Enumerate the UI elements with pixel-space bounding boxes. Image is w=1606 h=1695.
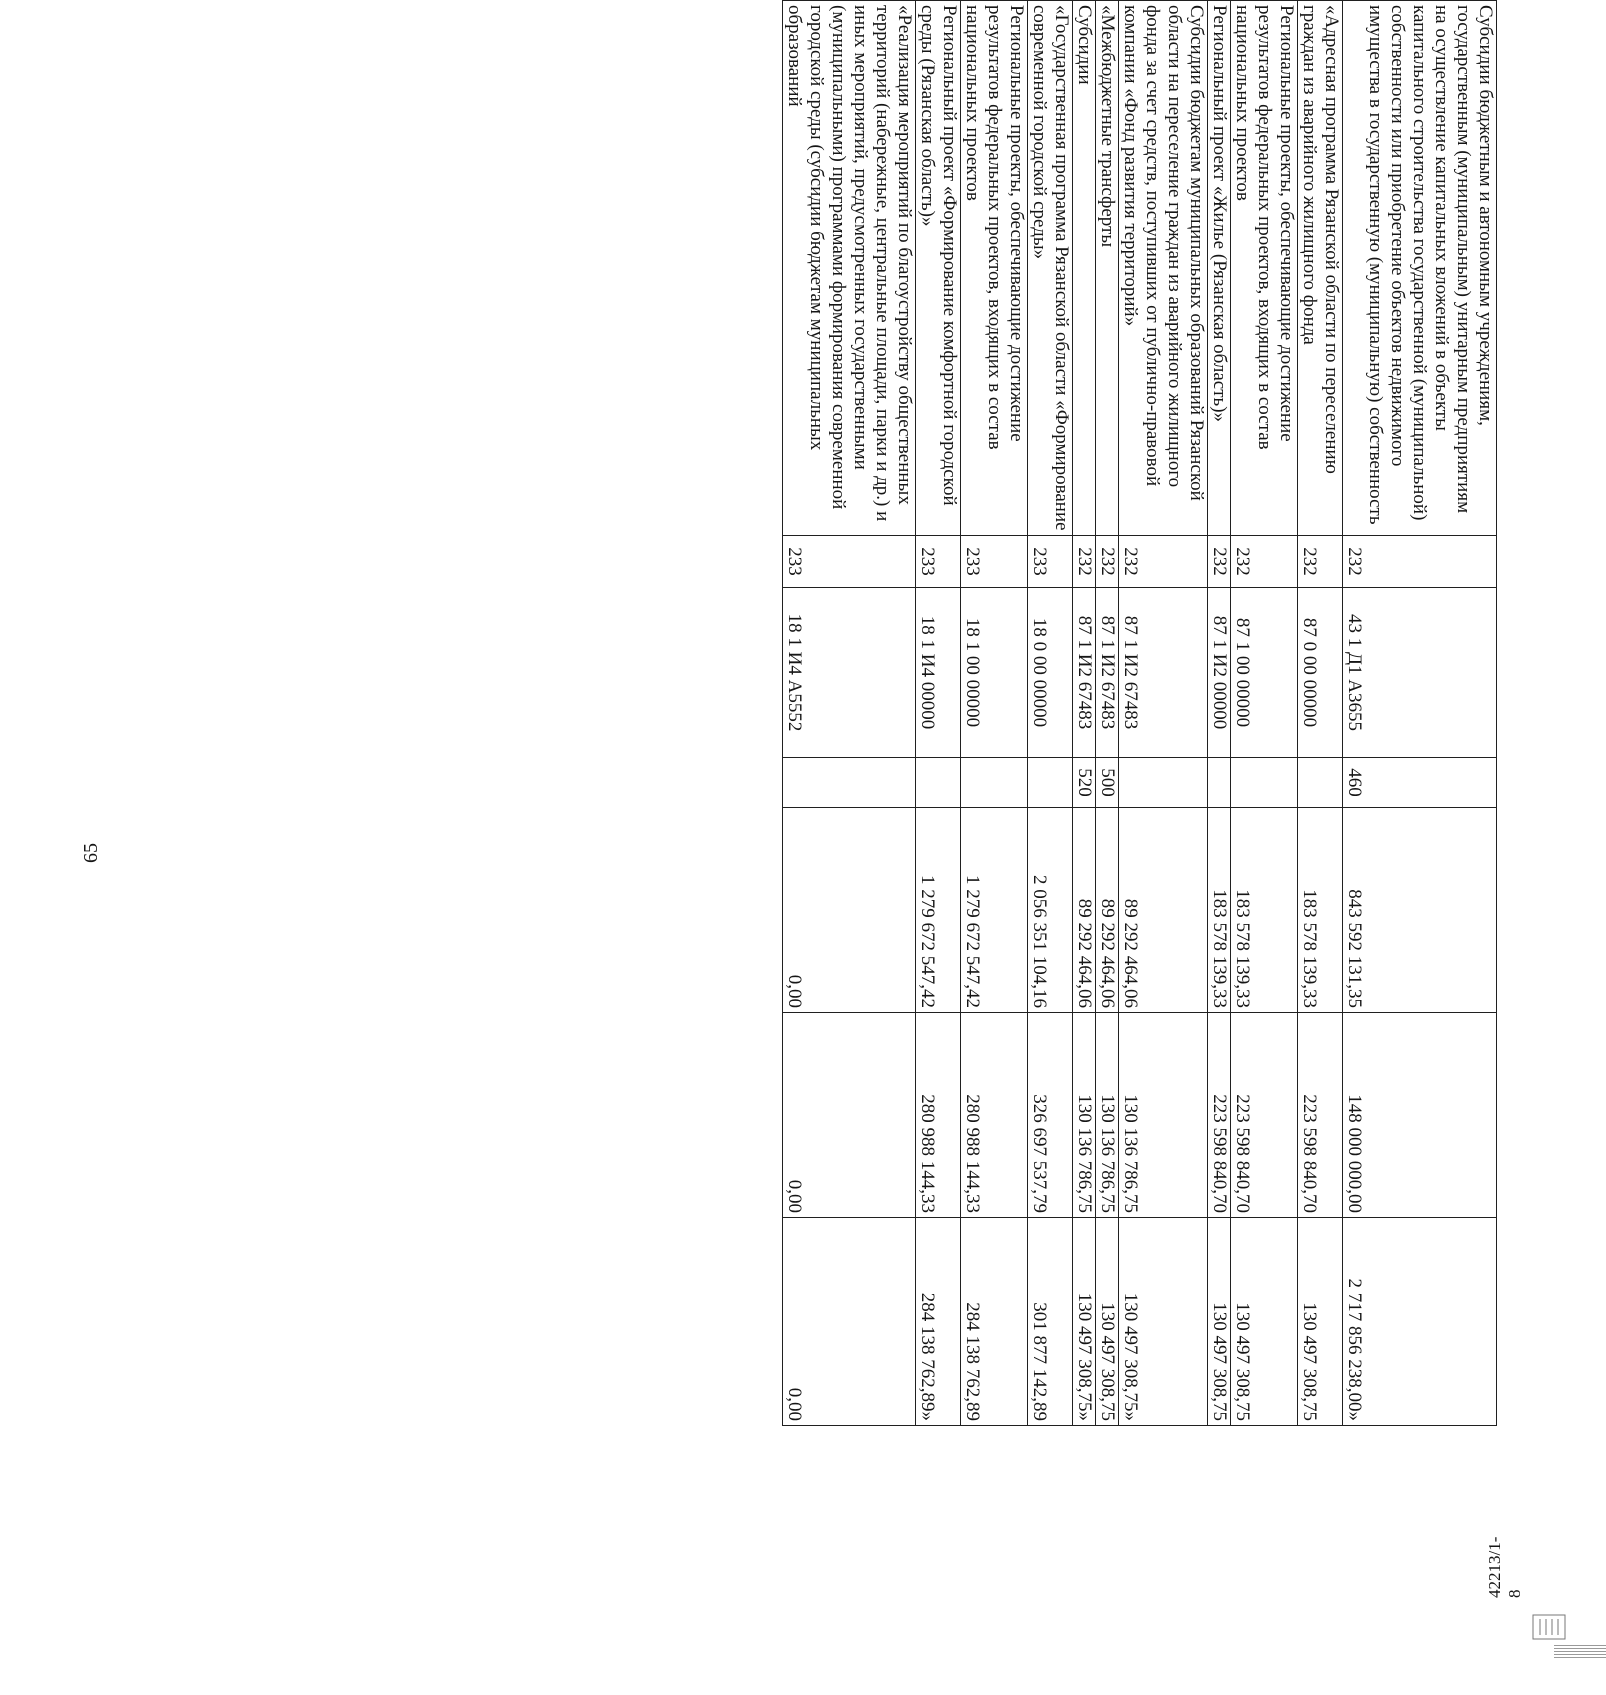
table-cell-year3: 0,00 xyxy=(783,1218,916,1426)
page-number: 65 xyxy=(80,843,102,863)
table-cell-year2: 223 598 840,70 xyxy=(1208,1013,1231,1218)
table-cell-ministry: 232 xyxy=(1119,536,1208,588)
table-cell-year2: 0,00 xyxy=(783,1013,916,1218)
budget-table-rotated xyxy=(187,0,1497,1425)
scan-edge-mark xyxy=(1554,1644,1606,1658)
table-cell-year3: 2 717 856 238,00» xyxy=(1343,1218,1497,1426)
table-cell-year1: 89 292 464,06 xyxy=(1119,808,1208,1013)
table-cell-ministry: 233 xyxy=(783,536,916,588)
table-cell-expense-type xyxy=(916,758,961,808)
table-cell-name: Региональный проект «Жилье (Рязанская область)» xyxy=(1208,1,1231,536)
table-cell-expense-type: 500 xyxy=(1096,758,1119,808)
stamp-icon xyxy=(1532,1614,1566,1640)
table-row xyxy=(1119,1,1208,1426)
table-cell-ministry: 232 xyxy=(1208,536,1231,588)
table-cell-ministry: 233 xyxy=(961,536,1028,588)
table-cell-ministry: 232 xyxy=(1343,536,1497,588)
table-cell-year2: 223 598 840,70 xyxy=(1231,1013,1298,1218)
table-cell-ministry: 233 xyxy=(1028,536,1073,588)
table-row xyxy=(1208,1,1231,1426)
table-row xyxy=(916,1,961,1426)
table-cell-year3: 130 497 308,75» xyxy=(1119,1218,1208,1426)
table-cell-name: «Реализация мероприятий по благоустройству общественных территорий (набережные, центральные площади, парки и др.) и иных мероприятий, предусмотренных государственными (муниципальными) программами формирования современной городской среды (субсидии бюджетам муниципальных образований xyxy=(783,1,916,536)
table-cell-ministry: 232 xyxy=(1231,536,1298,588)
table-cell-year2: 280 988 144,33 xyxy=(916,1013,961,1218)
table-row xyxy=(961,1,1028,1426)
table-cell-year1: 183 578 139,33 xyxy=(1208,808,1231,1013)
table-cell-year1: 2 056 351 104,16 xyxy=(1028,808,1073,1013)
table-cell-year1: 89 292 464,06 xyxy=(1096,808,1119,1013)
table-cell-name: Субсидии xyxy=(1073,1,1096,536)
table-cell-year1: 1 279 672 547,42 xyxy=(916,808,961,1013)
budget-table xyxy=(782,0,1497,1426)
table-row xyxy=(1298,1,1343,1426)
table-cell-expense-type: 520 xyxy=(1073,758,1096,808)
table-cell-name: Региональный проект «Формирование комфортной городской среды (Рязанская область)» xyxy=(916,1,961,536)
table-cell-code: 18 1 И4 А5552 xyxy=(783,588,916,758)
table-cell-expense-type xyxy=(1298,758,1343,808)
table-row xyxy=(1231,1,1298,1426)
table-cell-expense-type xyxy=(1028,758,1073,808)
table-cell-expense-type xyxy=(1119,758,1208,808)
table-cell-year3: 130 497 308,75» xyxy=(1073,1218,1096,1426)
table-cell-code: 18 0 00 00000 xyxy=(1028,588,1073,758)
table-cell-year1: 183 578 139,33 xyxy=(1231,808,1298,1013)
table-cell-year3: 284 138 762,89 xyxy=(961,1218,1028,1426)
table-cell-name: «Государственная программа Рязанской области «Формирование современной городской среды» xyxy=(1028,1,1073,536)
table-cell-ministry: 233 xyxy=(916,536,961,588)
table-cell-code: 87 1 И2 67483 xyxy=(1096,588,1119,758)
table-cell-year1: 843 592 131,35 xyxy=(1343,808,1497,1013)
table-cell-code: 87 1 00 00000 xyxy=(1231,588,1298,758)
table-cell-code: 87 1 И2 00000 xyxy=(1208,588,1231,758)
table-cell-name: «Адресная программа Рязанской области по переселению граждан из аварийного жилищного фонда xyxy=(1298,1,1343,536)
table-cell-ministry: 232 xyxy=(1298,536,1343,588)
table-cell-year3: 130 497 308,75 xyxy=(1096,1218,1119,1426)
table-row xyxy=(783,1,916,1426)
table-cell-year1: 0,00 xyxy=(783,808,916,1013)
table-row xyxy=(1096,1,1119,1426)
table-row xyxy=(1343,1,1497,1426)
table-cell-ministry: 232 xyxy=(1073,536,1096,588)
table-cell-code: 87 1 И2 67483 xyxy=(1119,588,1208,758)
table-cell-expense-type xyxy=(1231,758,1298,808)
table-cell-year3: 284 138 762,89» xyxy=(916,1218,961,1426)
table-cell-name: Региональные проекты, обеспечивающие достижение результатов федеральных проектов, входящих в состав национальных проектов xyxy=(961,1,1028,536)
table-cell-name: Субсидии бюджетам муниципальных образований Рязанской области на переселение граждан из аварийного жилищного фонда за счет средств, поступивших от публично-правовой компании «Фонд развития территорий» xyxy=(1119,1,1208,536)
table-cell-code: 18 1 00 00000 xyxy=(961,588,1028,758)
table-cell-code: 87 0 00 00000 xyxy=(1298,588,1343,758)
table-row xyxy=(1028,1,1073,1426)
document-code: 42213/1-8 xyxy=(1485,1536,1524,1598)
table-cell-expense-type xyxy=(1208,758,1231,808)
table-cell-name: Субсидии бюджетным и автономным учреждениям, государственным (муниципальным) унитарным предприятиям на осуществление капитальных вложений в объекты капитального строительства государственной (муниципальной) собственности или приобретение объектов недвижимого имущества в государственную (муниципальную) собственность xyxy=(1343,1,1497,536)
table-cell-year1: 89 292 464,06 xyxy=(1073,808,1096,1013)
table-cell-expense-type xyxy=(961,758,1028,808)
table-cell-year2: 130 136 786,75 xyxy=(1073,1013,1096,1218)
table-row xyxy=(1073,1,1096,1426)
table-cell-ministry: 232 xyxy=(1096,536,1119,588)
table-cell-name: «Межбюджетные трансферты xyxy=(1096,1,1119,536)
table-cell-year1: 1 279 672 547,42 xyxy=(961,808,1028,1013)
table-cell-year3: 301 877 142,89 xyxy=(1028,1218,1073,1426)
table-cell-code: 18 1 И4 00000 xyxy=(916,588,961,758)
table-cell-year2: 130 136 786,75 xyxy=(1096,1013,1119,1218)
table-cell-year3: 130 497 308,75 xyxy=(1298,1218,1343,1426)
table-cell-code: 87 1 И2 67483 xyxy=(1073,588,1096,758)
table-cell-year2: 280 988 144,33 xyxy=(961,1013,1028,1218)
table-cell-name: Региональные проекты, обеспечивающие достижение результатов федеральных проектов, входящих в состав национальных проектов xyxy=(1231,1,1298,536)
table-cell-year2: 223 598 840,70 xyxy=(1298,1013,1343,1218)
table-cell-expense-type: 460 xyxy=(1343,758,1497,808)
table-cell-year2: 326 697 537,79 xyxy=(1028,1013,1073,1218)
table-cell-code: 43 1 Д1 А3655 xyxy=(1343,588,1497,758)
table-cell-year3: 130 497 308,75 xyxy=(1208,1218,1231,1426)
table-cell-expense-type xyxy=(783,758,916,808)
table-cell-year2: 148 000 000,00 xyxy=(1343,1013,1497,1218)
table-cell-year3: 130 497 308,75 xyxy=(1231,1218,1298,1426)
table-cell-year1: 183 578 139,33 xyxy=(1298,808,1343,1013)
table-cell-year2: 130 136 786,75 xyxy=(1119,1013,1208,1218)
